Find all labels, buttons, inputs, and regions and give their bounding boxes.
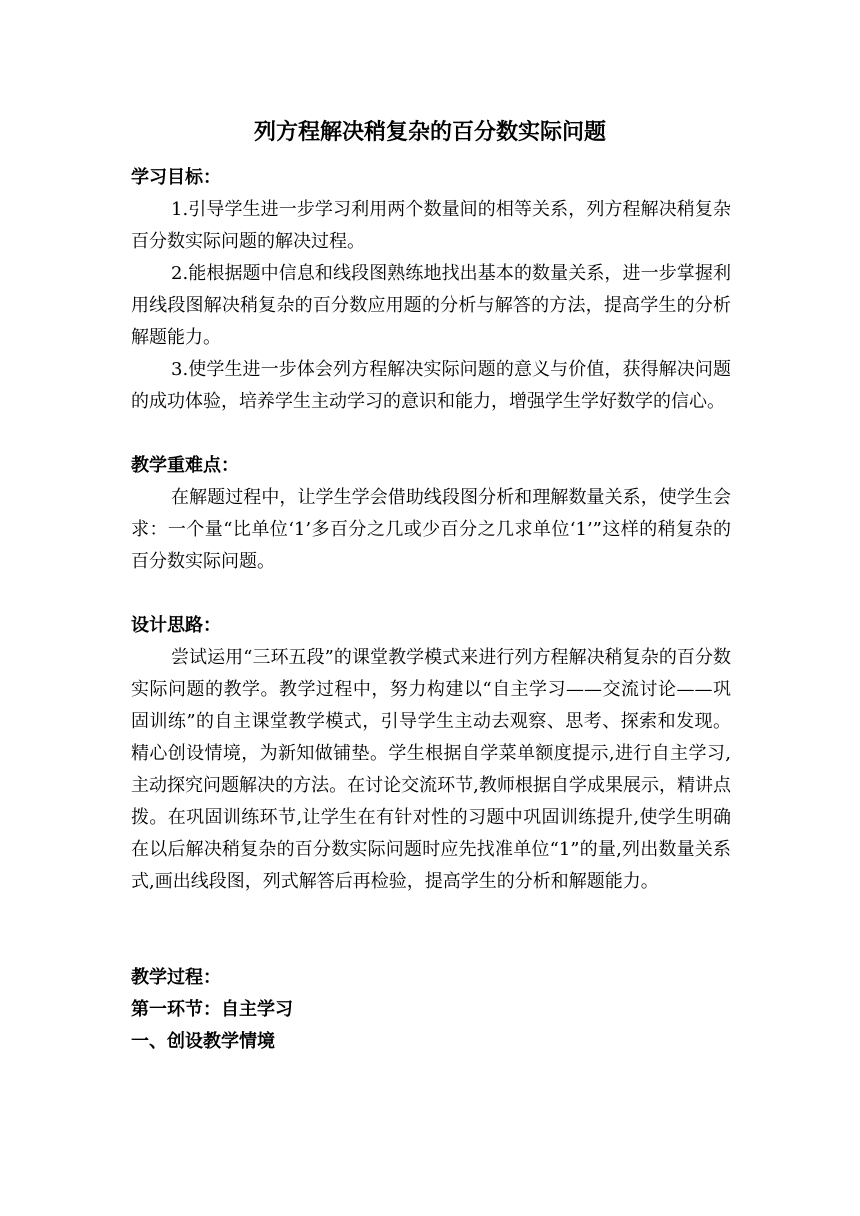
document-title: 列方程解决稍复杂的百分数实际问题 — [253, 120, 606, 145]
objective-item-1: 1.引导学生进一步学习利用两个数量间的相等关系，列方程解决稍复杂百分数实际问题的解决过程。 — [131, 199, 731, 252]
objective-item-2: 2.能根据题中信息和线段图熟练地找出基本的数量关系，进一步掌握利用线段图解决稍复杂的百分数应用题的分析与解答的方法，提高学生的分析解题能力。 — [131, 263, 731, 348]
section-1-heading: 一、创设教学情境 — [131, 1031, 275, 1052]
objectives-heading: 学习目标： — [131, 167, 221, 188]
key-points-heading: 教学重难点： — [131, 455, 239, 476]
design-text: 尝试运用“三环五段”的课堂教学模式来进行列方程解决稍复杂的百分数实际问题的教学。教学过程中，努力构建以“自主学习——交流讨论——巩固训练”的自主课堂教学模式，引导学生主动去观察、思考、探索和发现。精心创设情境，为新知做铺垫。学生根据自学菜单额度提示,进行自主学习,主动探究问题解决的方法。在讨论交流环节,教师根据自学成果展示，精讲点拨。在巩固训练环节,让学生在有针对性的习题中巩固训练提升,使学生明确在以后解决稍复杂的百分数实际问题时应先找准单位“1”的量,列出数量关系式,画出线段图，列式解答后再检验，提高学生的分析和解题能力。 — [131, 647, 731, 892]
spacer — [131, 578, 731, 610]
design-heading: 设计思路： — [131, 615, 221, 636]
spacer — [131, 898, 731, 962]
spacer — [131, 418, 731, 450]
document-body — [131, 162, 731, 1058]
key-points-text: 在解题过程中，让学生学会借助线段图分析和理解数量关系，使学生会求：一个量“比单位‘1’多百分之几或少百分之几求单位‘1’”这样的稍复杂的百分数实际问题。 — [131, 487, 731, 572]
process-heading: 教学过程： — [131, 967, 221, 988]
stage-1-heading: 第一环节：自主学习 — [131, 999, 293, 1020]
objective-item-3: 3.使学生进一步体会列方程解决实际问题的意义与价值，获得解决问题的成功体验，培养学生主动学习的意识和能力，增强学生学好数学的信心。 — [131, 359, 731, 412]
